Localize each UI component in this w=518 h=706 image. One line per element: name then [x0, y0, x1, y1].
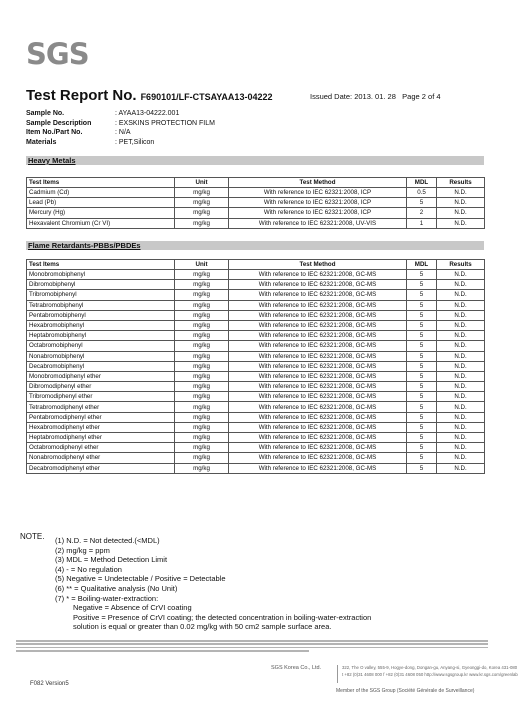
table-cell: With reference to IEC 62321:2008, ICP: [229, 188, 407, 198]
table-cell: N.D.: [437, 270, 485, 280]
table-cell: N.D.: [437, 412, 485, 422]
table-cell: N.D.: [437, 310, 485, 320]
table-cell: N.D.: [437, 463, 485, 473]
table-cell: With reference to IEC 62321:2008, UV-VIS: [229, 218, 407, 228]
table-cell: N.D.: [437, 300, 485, 310]
table-cell: With reference to IEC 62321:2008, GC-MS: [229, 331, 407, 341]
table-row: [27, 463, 485, 473]
table-cell: N.D.: [437, 341, 485, 351]
table-cell: N.D.: [437, 218, 485, 228]
table-cell: 5: [407, 290, 437, 300]
table-cell: With reference to IEC 62321:2008, GC-MS: [229, 382, 407, 392]
table-cell: N.D.: [437, 371, 485, 381]
table-cell: mg/kg: [175, 371, 229, 381]
column-header: Unit: [175, 178, 229, 188]
table-cell: Nonabromodiphenyl ether: [27, 453, 175, 463]
table-cell: Pentabromodiphenyl ether: [27, 412, 175, 422]
table-cell: mg/kg: [175, 320, 229, 330]
notes-list: [55, 536, 475, 632]
info-label: Materials: [26, 138, 57, 146]
table-cell: 5: [407, 300, 437, 310]
table-cell: mg/kg: [175, 422, 229, 432]
footer-divider: [337, 665, 338, 683]
report-title-label: Test Report No.: [26, 87, 137, 104]
column-header: MDL: [407, 260, 437, 270]
table-cell: N.D.: [437, 331, 485, 341]
table-cell: mg/kg: [175, 443, 229, 453]
table-cell: 5: [407, 320, 437, 330]
table-cell: With reference to IEC 62321:2008, GC-MS: [229, 412, 407, 422]
table-cell: Dibromobiphenyl: [27, 280, 175, 290]
table-cell: 5: [407, 331, 437, 341]
table-row: [27, 341, 485, 351]
table-cell: N.D.: [437, 208, 485, 218]
table-cell: Monobromodiphenyl ether: [27, 371, 175, 381]
table-cell: Decabromodiphenyl ether: [27, 463, 175, 473]
table-cell: N.D.: [437, 361, 485, 371]
table-row: [27, 371, 485, 381]
table-cell: mg/kg: [175, 463, 229, 473]
issued-date: Issued Date: 2013. 01. 28: [310, 92, 396, 101]
note-item: (1) N.D. = Not detected.(<MDL): [55, 536, 160, 545]
table-cell: Decabromobiphenyl: [27, 361, 175, 371]
form-version: F082 Version5: [30, 681, 69, 687]
table-cell: With reference to IEC 62321:2008, GC-MS: [229, 270, 407, 280]
table-cell: 5: [407, 280, 437, 290]
table-cell: N.D.: [437, 188, 485, 198]
note-positive-cont: solution is equal or greater than 0.02 mg/kg with 50 cm2 sample surface area.: [73, 622, 332, 632]
sgs-logo: SGS: [26, 37, 89, 71]
info-row: [26, 119, 326, 129]
address-line: 322, The O valley, 555-9, Hogye-dong, Dongan-gu, Anyang-si, Gyeonggi-do, Korea 431-080: [342, 665, 518, 670]
table-cell: Mercury (Hg): [27, 208, 175, 218]
info-label: Item No./Part No.: [26, 129, 83, 136]
table-cell: 5: [407, 310, 437, 320]
table-cell: mg/kg: [175, 218, 229, 228]
table-cell: 5: [407, 422, 437, 432]
column-header: MDL: [407, 178, 437, 188]
table-cell: 5: [407, 453, 437, 463]
table-cell: 5: [407, 382, 437, 392]
column-header: Test Method: [229, 260, 407, 270]
table-row: [27, 280, 485, 290]
member-notice: Member of the SGS Group (Société Générale de Surveillance): [336, 688, 475, 694]
table-cell: 1: [407, 218, 437, 228]
note-item: (6) ** = Qualitative analysis (No Unit): [55, 583, 178, 593]
table-row: [27, 331, 485, 341]
table-cell: Hexavalent Chromium (Cr VI): [27, 218, 175, 228]
table-cell: Tetrabromobiphenyl: [27, 300, 175, 310]
table-row: [27, 351, 485, 361]
info-row: [26, 109, 326, 119]
table-cell: mg/kg: [175, 361, 229, 371]
table-cell: N.D.: [437, 280, 485, 290]
table-cell: mg/kg: [175, 392, 229, 402]
table-cell: With reference to IEC 62321:2008, GC-MS: [229, 320, 407, 330]
table-cell: mg/kg: [175, 310, 229, 320]
note-item: (3) MDL = Method Detection Limit: [55, 555, 168, 565]
table-cell: Tribromodiphenyl ether: [27, 392, 175, 402]
notes-heading: NOTE.: [20, 532, 45, 541]
table-cell: With reference to IEC 62321:2008, GC-MS: [229, 351, 407, 361]
flame-retardants-table: [26, 259, 485, 474]
table-row: [27, 310, 485, 320]
table-cell: mg/kg: [175, 382, 229, 392]
table-cell: mg/kg: [175, 351, 229, 361]
table-cell: mg/kg: [175, 331, 229, 341]
sample-info: [26, 109, 326, 147]
table-cell: 5: [407, 371, 437, 381]
info-row: [26, 138, 326, 148]
table-cell: With reference to IEC 62321:2008, GC-MS: [229, 300, 407, 310]
table-cell: mg/kg: [175, 300, 229, 310]
table-cell: N.D.: [437, 392, 485, 402]
table-cell: Dibromodiphenyl ether: [27, 382, 175, 392]
table-cell: With reference to IEC 62321:2008, GC-MS: [229, 392, 407, 402]
column-header: Test Items: [27, 178, 175, 188]
table-cell: With reference to IEC 62321:2008, GC-MS: [229, 310, 407, 320]
report-number: F690101/LF-CTSAYAA13-04222: [140, 92, 273, 102]
table-cell: Nonabromobiphenyl: [27, 351, 175, 361]
header-row: [27, 178, 485, 188]
table-row: [27, 188, 485, 198]
table-row: [27, 270, 485, 280]
table-cell: mg/kg: [175, 453, 229, 463]
heavy-metals-heading: Heavy Metals: [26, 156, 484, 165]
table-row: [27, 320, 485, 330]
table-row: [27, 453, 485, 463]
table-cell: mg/kg: [175, 290, 229, 300]
table-row: [27, 402, 485, 412]
table-cell: Cadmium (Cd): [27, 188, 175, 198]
table-cell: With reference to IEC 62321:2008, GC-MS: [229, 290, 407, 300]
info-label: Sample No.: [26, 110, 65, 117]
table-cell: With reference to IEC 62321:2008, GC-MS: [229, 443, 407, 453]
table-row: [27, 443, 485, 453]
table-cell: mg/kg: [175, 198, 229, 208]
table-cell: With reference to IEC 62321:2008, GC-MS: [229, 280, 407, 290]
table-cell: 2: [407, 208, 437, 218]
table-cell: mg/kg: [175, 270, 229, 280]
table-cell: 5: [407, 198, 437, 208]
table-cell: With reference to IEC 62321:2008, GC-MS: [229, 433, 407, 443]
table-cell: With reference to IEC 62321:2008, ICP: [229, 208, 407, 218]
table-cell: 5: [407, 351, 437, 361]
table-cell: N.D.: [437, 198, 485, 208]
table-cell: 5: [407, 392, 437, 402]
heavy-metals-table: [26, 177, 485, 229]
table-cell: Tribromobiphenyl: [27, 290, 175, 300]
table-row: [27, 290, 485, 300]
flame-retardants-heading: Flame Retardants-PBBs/PBDEs: [26, 241, 484, 250]
table-cell: With reference to IEC 62321:2008, GC-MS: [229, 463, 407, 473]
disclaimer-fine-print: [16, 640, 488, 654]
table-cell: With reference to IEC 62321:2008, GC-MS: [229, 341, 407, 351]
table-cell: 5: [407, 433, 437, 443]
table-cell: mg/kg: [175, 433, 229, 443]
table-row: [27, 422, 485, 432]
table-cell: Hexabromodiphenyl ether: [27, 422, 175, 432]
report-title: [26, 87, 272, 104]
column-header: Unit: [175, 260, 229, 270]
table-cell: 5: [407, 270, 437, 280]
table-cell: With reference to IEC 62321:2008, GC-MS: [229, 422, 407, 432]
note-item: (2) mg/kg = ppm: [55, 545, 110, 555]
info-label: Sample Description: [26, 119, 92, 127]
note-negative: Negative = Absence of CrVI coating: [73, 603, 192, 613]
table-row: [27, 361, 485, 371]
table-cell: Tetrabromodiphenyl ether: [27, 402, 175, 412]
table-cell: Hexabromobiphenyl: [27, 320, 175, 330]
column-header: Results: [437, 178, 485, 188]
table-cell: N.D.: [437, 290, 485, 300]
info-value: : PET,Silicon: [115, 138, 155, 146]
table-row: [27, 392, 485, 402]
column-header: Test Method: [229, 178, 407, 188]
table-cell: N.D.: [437, 382, 485, 392]
table-cell: mg/kg: [175, 188, 229, 198]
table-row: [27, 412, 485, 422]
table-cell: Octabromodiphenyl ether: [27, 443, 175, 453]
column-header: Test Items: [27, 260, 175, 270]
note-item: (4) - = No regulation: [55, 564, 122, 574]
table-cell: 5: [407, 341, 437, 351]
office-name: SGS Korea Co., Ltd.: [271, 665, 322, 671]
table-cell: With reference to IEC 62321:2008, GC-MS: [229, 361, 407, 371]
table-cell: mg/kg: [175, 208, 229, 218]
info-value: : EXSKINS PROTECTION FILM: [115, 119, 215, 127]
table-cell: 5: [407, 361, 437, 371]
table-cell: Pentabromobiphenyl: [27, 310, 175, 320]
table-cell: N.D.: [437, 422, 485, 432]
table-cell: Heptabromodiphenyl ether: [27, 433, 175, 443]
header-row: [27, 260, 485, 270]
table-cell: 0.5: [407, 188, 437, 198]
table-cell: With reference to IEC 62321:2008, GC-MS: [229, 453, 407, 463]
issue-info: [310, 92, 441, 101]
page-number: Page 2 of 4: [402, 92, 441, 101]
table-cell: Lead (Pb): [27, 198, 175, 208]
table-row: [27, 433, 485, 443]
table-row: [27, 300, 485, 310]
table-cell: mg/kg: [175, 412, 229, 422]
info-value: : N/A: [115, 129, 131, 136]
note-item: (5) Negative = Undetectable / Positive = Detectable: [55, 574, 226, 584]
table-row: [27, 208, 485, 218]
table-cell: 5: [407, 402, 437, 412]
office-address: [342, 664, 518, 678]
note-item: (7) * = Boiling-water-extraction:: [55, 593, 159, 603]
note-positive: Positive = Presence of CrVI coating; the detected concentration in boiling-water-extraction: [73, 612, 372, 622]
table-cell: mg/kg: [175, 341, 229, 351]
contact-line: t +82 (0)31 4608 000 f +82 (0)31 4608 050 http://www.sgsgroup.kr www.kr.sgs.com/greenlab: [342, 672, 518, 677]
table-cell: N.D.: [437, 320, 485, 330]
table-cell: N.D.: [437, 433, 485, 443]
column-header: Results: [437, 260, 485, 270]
table-cell: Octabromobiphenyl: [27, 341, 175, 351]
table-row: [27, 382, 485, 392]
table-cell: 5: [407, 412, 437, 422]
table-cell: With reference to IEC 62321:2008, GC-MS: [229, 371, 407, 381]
table-cell: 5: [407, 463, 437, 473]
table-cell: N.D.: [437, 453, 485, 463]
table-cell: 5: [407, 443, 437, 453]
table-cell: mg/kg: [175, 402, 229, 412]
info-value: : AYAA13-04222.001: [115, 110, 180, 117]
info-row: [26, 128, 326, 138]
table-cell: N.D.: [437, 351, 485, 361]
table-cell: Heptabromobiphenyl: [27, 331, 175, 341]
table-cell: Monobromobiphenyl: [27, 270, 175, 280]
table-cell: N.D.: [437, 402, 485, 412]
table-cell: mg/kg: [175, 280, 229, 290]
table-row: [27, 198, 485, 208]
table-cell: With reference to IEC 62321:2008, GC-MS: [229, 402, 407, 412]
table-cell: With reference to IEC 62321:2008, ICP: [229, 198, 407, 208]
table-cell: N.D.: [437, 443, 485, 453]
table-row: [27, 218, 485, 228]
